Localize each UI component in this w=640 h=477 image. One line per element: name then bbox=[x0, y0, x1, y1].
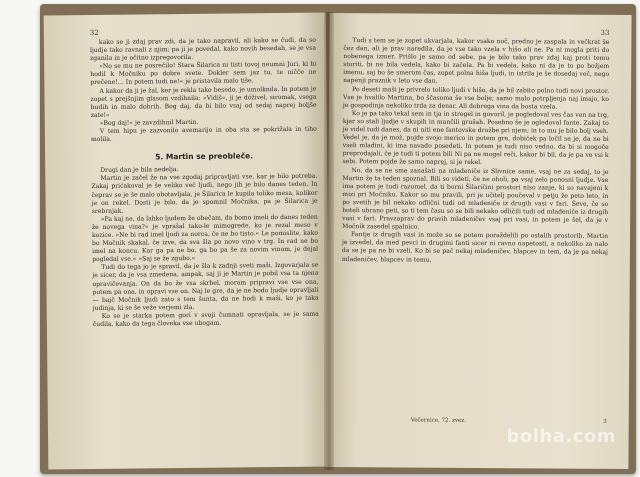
chapter-title: 5. Martin se preobleče. bbox=[155, 151, 254, 162]
paragraph: Ko se je starka potem gori v svoji čumnati opravljala, se je sama čudila, kako da tega človeka vse ubogam. bbox=[92, 310, 319, 328]
paragraph: Tudi s tem se je zopet ukvarjala, kakor vsako noč, predno je zaspala in večkrat še čez dan, ali je prav naredila, da je vse tako vzela v hišo ali ne. Pa ni mogla priti do nobenega izmer. Prišlo je samo od sebe, pa je bilo tako prav zdaj kaj proti temu storiti, bi ne bila vedela, kako bi začela. Pa bi vedela, kako ni da je to po božjem imenu, saj bo še smerom čas, zopet polna hiša ljudi, in istrila je še dosedaj več, nego napenji praznik v leto vse dan. bbox=[343, 37, 610, 86]
right-page bbox=[326, 13, 631, 469]
paragraph: Martin je začel že na vse zgodaj pripravljati vse, kar je bilo potreba. Zakaj prićakoval je še veliko več ljudi, nego jih je bilo danes teden. In čeprav se je še malo obotavljala, je Šilarica le kupila toliko mesa, kolikor je on rekel. Dosti je bilo, da je spomnil Močnika, pa je Šilarica je srebrnjak. bbox=[91, 172, 318, 215]
watermark: bolha.com bbox=[506, 426, 616, 447]
paragraph: Tudi do tega jo je spravil, da je šla k zadnji sveti maši. Izgovarjala se je sicer, da je vsa zmedena, ampak, saj ji je Martin je pobil vsa ta njena opravičevanja. On da bo že vsa skrbel, moram pripravi vse vse ona, potem pa ona, in opravi vse on. Naj le gre, da je ne bodo ljudje opravljali — bajč Močnik ljudi zato s tem šunta, da ne hodi k maši, ko je taka judinja, ki se še veže verjemi zla. bbox=[92, 261, 319, 312]
right-page-number: 33 bbox=[600, 28, 610, 37]
paragraph: »No se mu ne posrečilo! Stara Šilarica ni tisti tovoj neumni Juri, ki bi hodil k Močniku po dobre svete. Dokler sem jaz tu, te ničče ne prečene!… In potem tudi ne!« je pristavila malo tiše. bbox=[90, 60, 317, 87]
page-footer bbox=[341, 417, 607, 425]
paragraph: Ko je pa tako tekal sem in tja in stregel in govoril, je pogledoval ves čas ven na trg, kjer so stali ljudje v skupih in mančili grušah. Posebno še je ogledoval fante. Zakaj to je videl tudi danes, da ni niti ene fantovske družbe pri njem; in to mu je bilo bolj vseh. Vedel je, da je mož, pojde svojo merico in potem gre, dobiček pa ločil se je, da ne bi vseli mladini, ki ima navado posedeti. In potem je tudi niso vedno, da bi si mogoče preprodajali, če je tudi ti potem bili Ni pa ne mogel reči, kakor bi bil, da je pa ve vsi k sebi. Potem pojde že samo naprej, si je rekel. bbox=[342, 109, 609, 167]
paragraph: Fantje iz drugih vasi in može so se potem poraždelili po ostalih prostorih. Martin je izvedel, da med pevci in drugimi fanti sicer ni ravno napetosti, a nekoliko za nalo da se je pa ne bi vzeli. Ko bi se pač nekaj mladeničev, hlapcev in tem, da je pa nekaj mladeničev, hlapcev in temu. bbox=[341, 231, 609, 264]
paragraph: »Bog daj!« je zavzdihnil Martin. bbox=[99, 118, 199, 127]
footer-issue: Večernice, 72. zvez. bbox=[410, 417, 466, 424]
paragraph: kako se ji zdaj prav zdi, da je tako napravil, ali kako se čudi, da so ljudje tako ravnali z njim; pa ji je povedal, kako novih besedah, se je vsa zganila in je očitno izpregovorila. bbox=[89, 36, 317, 63]
left-page-text bbox=[90, 37, 319, 329]
left-page bbox=[44, 13, 331, 470]
paragraph: V tem hipu je zazvonilo avemarijo in oba sta se pokrižala in tiho molila. bbox=[90, 125, 317, 144]
left-page-number: 32 bbox=[89, 28, 99, 38]
paragraph: Drugi dan je bila nedelja. bbox=[100, 166, 179, 175]
footer-signature: 3 bbox=[603, 418, 607, 425]
paragraph: »Pa kaj ne, da lahko ljudem že obečam, da bomo imeli do danes teden že novega vina?« je vprašal tako-le mimogrede, ko je rezal meso v kozice. »Ne bi rad imel ljudi za norca, če ne bo tisto.« Le pomislite, kako bo Močnik skakal, če izve, da sva šla po novo vino v trg. In rad ne bo imel na koncu. Kar ga pa ne bo, ga bo pa še za novim vinom, je dejal pogledal vse.« »Saj se že zgubo.« bbox=[91, 213, 319, 264]
book-gutter bbox=[324, 12, 334, 470]
paragraph: A kakor da ji je žal, ker je rekla tako besedo, je umolknila. In potem je zopet s prejšnjim glasom vzdihnila: »Vidiš«, ji je dóživel, siromak, vsega hudih in malo dobrih. Bog daj, da bi bilo vsaj od sedaj naprej boljše zate!« bbox=[90, 85, 317, 119]
paragraph: Po deseti maši je privrelo toliko ljudi v hišo, da je bil zabito polno tudi novi prostor. Vse je hvalilo Martina, bo ščasoma še vse bolje; samo malo potrpljenja naj imajo, ko je gospodinja nekoliko trda za denar. Ali dobrega vina da bosta vzela. bbox=[342, 85, 610, 111]
paragraph: No, da se ne sme zanašati na mladeniče iz Slivnice same, vsaj ne za sedaj, to je Martin že ta teden spoznal. Bili so videti, če ne oholi, pa vsaj zelo ponosni ljudje. Vse ima potem je tudi razumel, da ti borni Šilaričini prostori niso zanje, ki so navajeni k mizi pri Močniku. Kakor so mu pravili, pri je učitelj poučeval v petju že peto leto, in po svetih je bil nekako odlični tudi od mladeniče iz drugih vasi v fari. Ševe, če so hoteli ubrano peti, so ti tem času so se bili nekako odličili tudi od mladeniče iz drugih vasi v fari. Pravzaprav do pravih mladeničev vsaj pri vasi, in potem je šel, da je v Močnik zasedel spalnico. bbox=[342, 166, 609, 231]
right-page-text bbox=[342, 37, 610, 265]
open-book bbox=[40, 4, 636, 474]
